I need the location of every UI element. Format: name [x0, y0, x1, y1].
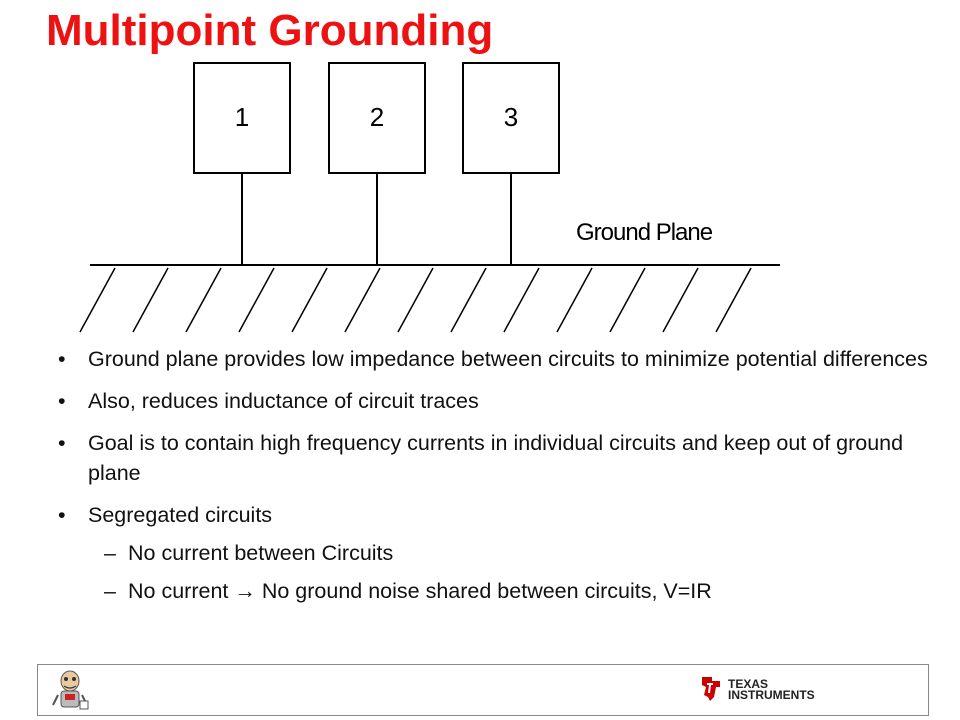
sub-bullet-dash: –	[104, 579, 116, 603]
footer-bar	[37, 664, 929, 716]
circuit-label-1: 1	[234, 102, 250, 132]
ground-plane-label: Ground Plane	[576, 219, 713, 246]
bullet-item: • Segregated circuits	[54, 500, 934, 530]
ground-hatching	[80, 268, 751, 332]
page-title: Multipoint Grounding	[46, 6, 494, 55]
sub-bullet-item	[54, 538, 934, 568]
mascot-logo-icon	[50, 667, 90, 713]
bullet-item: • Also, reduces inductance of circuit traces	[54, 386, 934, 416]
bullet-item: • Ground plane provides low impedance between circuits to minimize potential differences	[54, 344, 934, 374]
sub-bullet-item	[54, 576, 934, 606]
sub-bullet-text-after: No ground noise shared between circuits, V=IR	[261, 579, 712, 603]
ti-wordmark	[728, 679, 815, 701]
sub-bullet-text-before: No current	[128, 579, 229, 603]
ti-logo-icon	[698, 675, 724, 703]
circuit-label-3: 3	[503, 102, 519, 132]
sub-bullet-dash: –	[104, 541, 116, 565]
grounding-diagram	[0, 0, 960, 340]
ti-wordmark-line2: INSTRUMENTS	[728, 688, 815, 702]
ti-wordmark-line1: TEXAS	[728, 677, 769, 691]
circuit-label-2: 2	[369, 102, 385, 132]
right-arrow-icon: →	[234, 579, 256, 603]
sub-bullet-text: No current between Circuits	[128, 541, 394, 565]
bullet-list	[54, 344, 934, 614]
bullet-item: • Goal is to contain high frequency currents in individual circuits and keep out of ground plane	[54, 428, 934, 488]
